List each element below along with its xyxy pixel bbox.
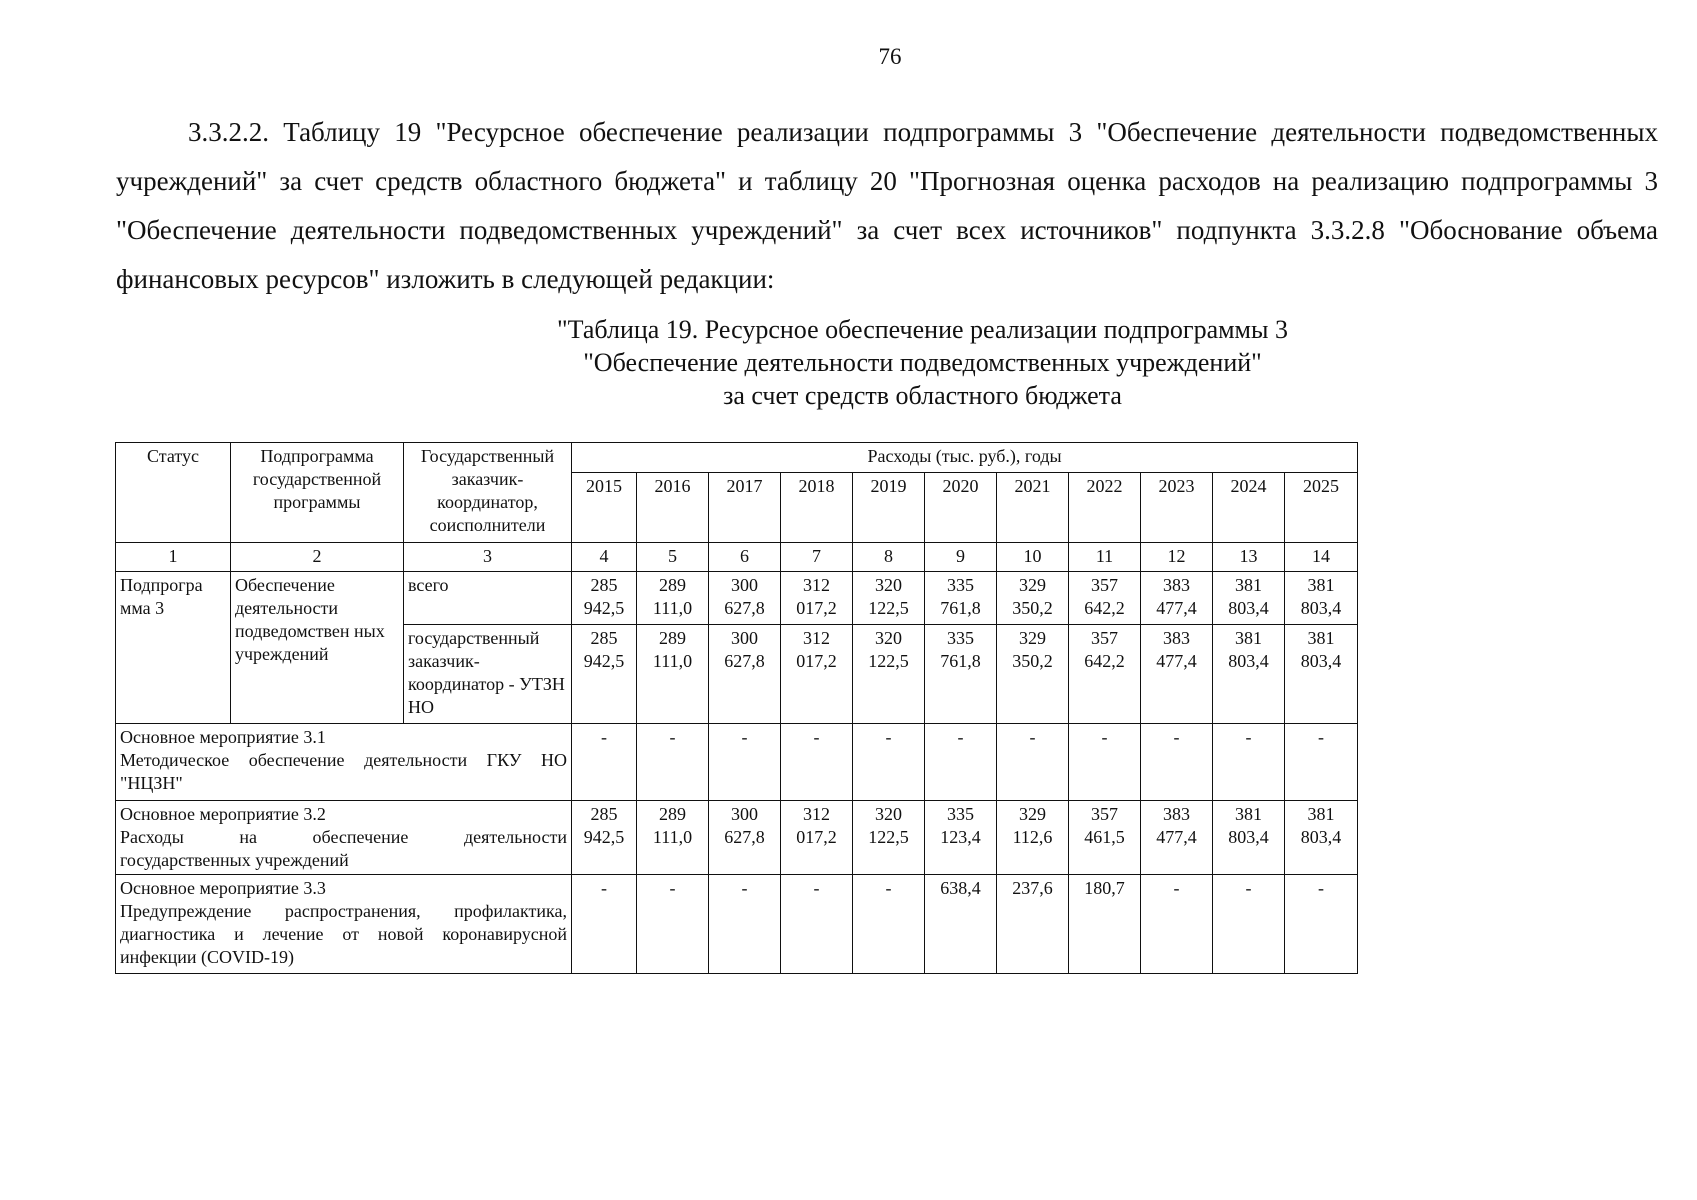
value-cell	[1285, 801, 1358, 875]
value-line-1: -	[885, 878, 892, 898]
value-line-1: 285	[590, 804, 618, 824]
value-cell	[997, 625, 1069, 724]
value-cell	[572, 724, 637, 801]
value-line-2: 477,4	[1156, 827, 1197, 847]
value-cell	[709, 625, 781, 724]
value-line-1: -	[1318, 878, 1325, 898]
value-cell	[1213, 875, 1285, 974]
value-cell	[1213, 625, 1285, 724]
header-status: Статус	[116, 443, 231, 543]
value-line-1: 383	[1163, 628, 1190, 648]
value-cell	[1141, 801, 1213, 875]
value-cell	[781, 875, 853, 974]
value-line-2: 477,4	[1156, 651, 1197, 671]
value-cell	[853, 875, 925, 974]
value-line-1: -	[1173, 878, 1180, 898]
value-cell	[1285, 724, 1358, 801]
value-line-2: 803,4	[1228, 827, 1269, 847]
value-line-1: 320	[875, 804, 902, 824]
value-line-1: -	[741, 727, 748, 747]
value-cell	[1285, 875, 1358, 974]
year-header: 2023	[1141, 473, 1213, 543]
value-line-1: -	[1245, 878, 1252, 898]
value-cell	[997, 875, 1069, 974]
value-cell	[1069, 801, 1141, 875]
caption-line-1: "Таблица 19. Ресурсное обеспечение реализации подпрограммы 3	[557, 315, 1288, 344]
value-line-1: 329	[1019, 575, 1046, 595]
value-line-1: 335	[947, 575, 974, 595]
value-cell	[925, 625, 997, 724]
value-cell	[925, 724, 997, 801]
value-line-2: 122,5	[868, 651, 909, 671]
value-cell	[637, 572, 709, 625]
value-line-1: 312	[803, 804, 830, 824]
value-line-1: 285	[590, 628, 618, 648]
column-number: 2	[231, 543, 404, 572]
value-line-1: 312	[803, 628, 830, 648]
value-cell	[1141, 572, 1213, 625]
value-line-1: 381	[1235, 628, 1262, 648]
value-line-1: 381	[1235, 804, 1262, 824]
value-line-2: 112,6	[1012, 827, 1053, 847]
value-cell	[853, 572, 925, 625]
value-cell	[853, 801, 925, 875]
column-number: 6	[709, 543, 781, 572]
customer-label: государственный заказчик-координатор - УТЗН НО	[404, 625, 572, 724]
column-number: 12	[1141, 543, 1213, 572]
measure-title: Основное мероприятие 3.2	[120, 804, 326, 824]
measure-cell	[116, 801, 572, 875]
value-line-1: -	[1101, 727, 1108, 747]
value-cell	[709, 801, 781, 875]
value-cell	[709, 724, 781, 801]
year-header: 2017	[709, 473, 781, 543]
column-number: 5	[637, 543, 709, 572]
table-row	[116, 801, 1358, 875]
value-cell	[1141, 875, 1213, 974]
value-line-2: 803,4	[1228, 651, 1269, 671]
measure-description: Предупреждение распространения, профилактика, диагностика и лечение от новой коронавирусной	[120, 901, 567, 944]
value-line-2: 017,2	[796, 598, 837, 618]
value-line-2: 017,2	[796, 651, 837, 671]
column-numbers-row	[116, 543, 1358, 572]
value-line-2: 761,8	[940, 651, 981, 671]
year-header: 2022	[1069, 473, 1141, 543]
table-row	[116, 724, 1358, 801]
value-line-1: 357	[1091, 628, 1118, 648]
value-line-2: 122,5	[868, 827, 909, 847]
value-line-1: 383	[1163, 804, 1190, 824]
value-line-2: 942,5	[583, 651, 625, 671]
value-line-2: 803,4	[1228, 598, 1269, 618]
resource-table	[115, 442, 1358, 974]
value-line-2: 803,4	[1300, 827, 1342, 847]
value-cell	[709, 572, 781, 625]
year-header: 2015	[572, 473, 637, 543]
value-line-1: 357	[1091, 575, 1118, 595]
value-line-1: 300	[731, 804, 758, 824]
value-cell	[1285, 572, 1358, 625]
value-line-1: 381	[1307, 804, 1335, 824]
year-header: 2025	[1285, 473, 1358, 543]
value-cell	[1141, 724, 1213, 801]
column-number: 13	[1213, 543, 1285, 572]
caption-line-2: "Обеспечение деятельности подведомственных учреждений"	[583, 348, 1262, 377]
value-cell	[572, 801, 637, 875]
value-line-1: 381	[1307, 628, 1335, 648]
value-line-1: -	[1029, 727, 1036, 747]
value-line-2: 761,8	[940, 598, 981, 618]
value-line-1: 289	[659, 575, 686, 595]
measure-cell	[116, 875, 572, 974]
value-line-2: 642,2	[1084, 598, 1125, 618]
value-cell	[925, 875, 997, 974]
value-line-1: 237,6	[1012, 878, 1053, 898]
value-cell	[925, 801, 997, 875]
value-line-1: -	[957, 727, 964, 747]
value-cell	[853, 724, 925, 801]
value-line-1: -	[601, 878, 607, 898]
value-line-1: 329	[1019, 628, 1046, 648]
value-line-2: 111,0	[652, 827, 693, 847]
column-number: 3	[404, 543, 572, 572]
value-cell	[997, 801, 1069, 875]
column-number: 10	[997, 543, 1069, 572]
value-line-1: -	[813, 727, 820, 747]
table-row	[116, 572, 1358, 625]
value-cell	[572, 625, 637, 724]
column-number: 14	[1285, 543, 1358, 572]
value-cell	[572, 875, 637, 974]
value-line-2: 803,4	[1300, 651, 1342, 671]
value-line-2: 111,0	[652, 598, 693, 618]
value-line-2: 627,8	[724, 827, 765, 847]
measure-description: Методическое обеспечение деятельности ГКУ НО	[120, 750, 567, 770]
table-caption	[300, 313, 1545, 412]
value-cell	[1069, 724, 1141, 801]
value-cell	[781, 801, 853, 875]
value-cell	[781, 572, 853, 625]
value-cell	[1213, 801, 1285, 875]
value-line-1: 300	[731, 575, 758, 595]
subprogram-name: Обеспечение деятельности подведомствен ных учреждений	[231, 572, 404, 724]
value-line-2: 627,8	[724, 651, 765, 671]
total-label: всего	[404, 572, 572, 625]
value-cell	[781, 724, 853, 801]
header-customer: Государственный заказчик-координатор, соисполнители	[404, 443, 572, 543]
value-line-1: 381	[1307, 575, 1335, 595]
measure-title: Основное мероприятие 3.3	[120, 878, 326, 898]
value-cell	[572, 572, 637, 625]
value-line-2: 111,0	[652, 651, 693, 671]
value-line-1: 312	[803, 575, 830, 595]
column-number: 11	[1069, 543, 1141, 572]
value-line-1: 335	[947, 804, 974, 824]
measure-description: Расходы на обеспечение деятельности	[120, 827, 567, 847]
value-line-1: 289	[659, 804, 686, 824]
header-expenses: Расходы (тыс. руб.), годы	[572, 443, 1358, 473]
value-line-2: 461,5	[1084, 827, 1125, 847]
year-header: 2016	[637, 473, 709, 543]
value-line-1: 320	[875, 575, 902, 595]
value-line-1: 289	[659, 628, 686, 648]
value-line-1: 285	[590, 575, 618, 595]
value-line-1: -	[741, 878, 748, 898]
measure-description-end: "НЦЗН"	[120, 773, 183, 793]
year-header: 2018	[781, 473, 853, 543]
value-line-1: 180,7	[1084, 878, 1125, 898]
caption-line-3: за счет средств областного бюджета	[723, 381, 1122, 410]
value-cell	[637, 625, 709, 724]
value-line-1: 320	[875, 628, 902, 648]
value-line-1: 335	[947, 628, 974, 648]
year-header: 2019	[853, 473, 925, 543]
value-cell	[1285, 625, 1358, 724]
value-line-2: 642,2	[1084, 651, 1125, 671]
column-number: 9	[925, 543, 997, 572]
value-line-1: 300	[731, 628, 758, 648]
value-cell	[637, 875, 709, 974]
value-cell	[1141, 625, 1213, 724]
value-line-1: -	[1245, 727, 1252, 747]
column-number: 8	[853, 543, 925, 572]
measure-description-end: инфекции (COVID-19)	[120, 947, 295, 967]
value-line-2: 627,8	[724, 598, 765, 618]
value-cell	[1069, 572, 1141, 625]
value-line-2: 122,5	[868, 598, 909, 618]
header-subprogram: Подпрограмма государственной программы	[231, 443, 404, 543]
value-line-1: -	[813, 878, 820, 898]
measure-description-end: государственных учреждений	[120, 850, 349, 870]
page-number: 76	[878, 44, 902, 69]
value-cell	[853, 625, 925, 724]
value-line-2: 803,4	[1300, 598, 1342, 618]
value-line-1: -	[669, 727, 676, 747]
value-line-1: -	[669, 878, 676, 898]
subprogram-status: Подпрогра мма 3	[116, 572, 231, 724]
value-cell	[925, 572, 997, 625]
measure-title: Основное мероприятие 3.1	[120, 727, 326, 747]
column-number: 7	[781, 543, 853, 572]
value-line-2: 350,2	[1012, 598, 1053, 618]
value-line-2: 123,4	[940, 827, 981, 847]
year-header: 2021	[997, 473, 1069, 543]
value-line-2: 477,4	[1156, 598, 1197, 618]
value-cell	[1213, 724, 1285, 801]
value-line-2: 350,2	[1012, 651, 1053, 671]
measure-cell	[116, 724, 572, 801]
value-cell	[997, 572, 1069, 625]
value-line-1: -	[601, 727, 607, 747]
value-line-1: 381	[1235, 575, 1262, 595]
value-cell	[781, 625, 853, 724]
value-line-1: 329	[1019, 804, 1046, 824]
value-line-1: -	[1318, 727, 1325, 747]
value-cell	[1213, 572, 1285, 625]
value-cell	[637, 724, 709, 801]
year-header: 2020	[925, 473, 997, 543]
value-line-2: 942,5	[583, 598, 625, 618]
intro-paragraph: 3.3.2.2. Таблицу 19 "Ресурсное обеспечение реализации подпрограммы 3 "Обеспечение деятельности подведомственных учреждений" за счет средств областного бюджета" и таблицу 20 "Прогнозная оценка расходов на реализацию подпрограммы 3 "Обеспечение деятельности подведомственных учреждений" за счет всех источников" подпункта 3.3.2.8 "Обоснование объема финансовых ресурсов" изложить в следующей редакции:	[116, 117, 1658, 294]
value-line-1: 357	[1091, 804, 1118, 824]
value-line-2: 017,2	[796, 827, 837, 847]
value-cell	[1069, 875, 1141, 974]
column-number: 4	[572, 543, 637, 572]
value-line-2: 942,5	[583, 827, 625, 847]
table-row	[116, 875, 1358, 974]
header-row-1	[116, 443, 1358, 473]
value-line-1: 383	[1163, 575, 1190, 595]
column-number: 1	[116, 543, 231, 572]
value-line-1: -	[1173, 727, 1180, 747]
value-cell	[709, 875, 781, 974]
value-cell	[1069, 625, 1141, 724]
value-cell	[997, 724, 1069, 801]
value-cell	[637, 801, 709, 875]
value-line-1: 638,4	[940, 878, 981, 898]
value-line-1: -	[885, 727, 892, 747]
year-header: 2024	[1213, 473, 1285, 543]
